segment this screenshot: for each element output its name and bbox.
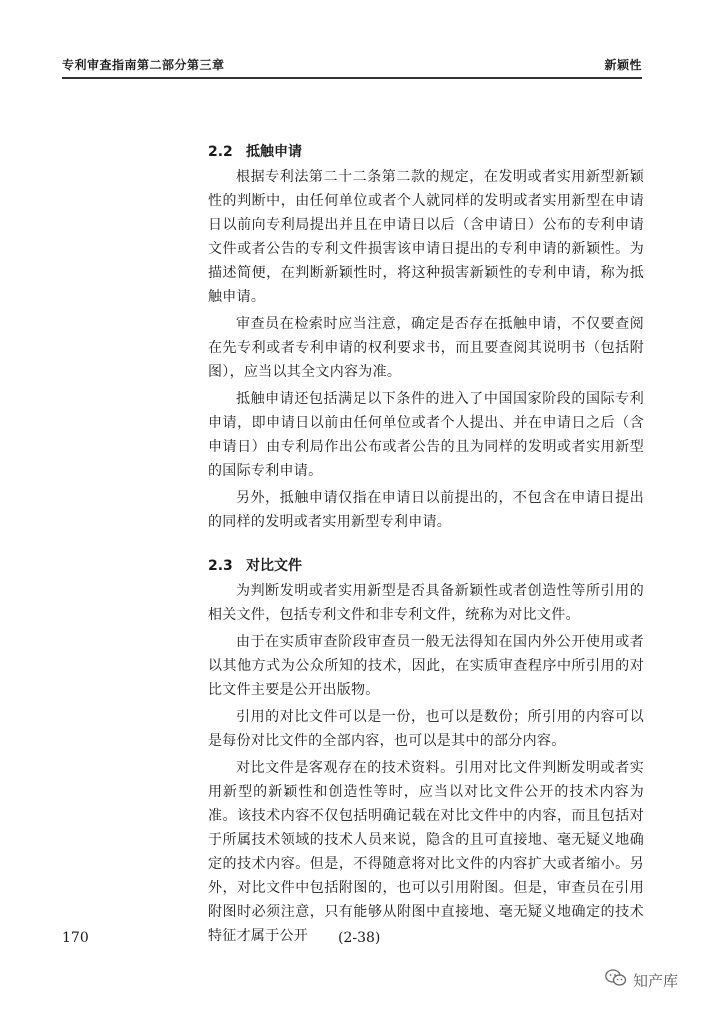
section-number: 2.2 (208, 144, 233, 160)
paragraph: 抵触申请还包括满足以下条件的进入了中国国家阶段的国际专利申请，即申请日以前由任何单位或者个人提出、并在申请日之后（含申请日）由专利局作出公布或者公告的且为同样的发明或者实用新型的国际专利申请。 (208, 391, 644, 479)
paragraph: 为判断发明或者实用新型是否具备新颖性或者创造性等所引用的相关文件，包括专利文件和非专利文件，统称为对比文件。 (208, 583, 644, 623)
section-2-2 (208, 142, 644, 534)
running-header (62, 56, 642, 73)
page-number: 170 (62, 930, 89, 946)
section-heading (208, 556, 644, 576)
watermark (605, 969, 678, 991)
section-number: 2.3 (208, 558, 233, 574)
page-body (208, 142, 644, 948)
paragraph: 另外，抵触申请仅指在申请日以前提出的，不包含在申请日提出的同样的发明或者实用新型专利申请。 (208, 490, 644, 530)
paragraph: 由于在实质审查阶段审查员一般无法得知在国内外公开使用或者以其他方式为公众所知的技术，因此，在实质审查程序中所引用的对比文件主要是公开出版物。 (208, 634, 644, 698)
paragraph: 审查员在检索时应当注意，确定是否存在抵触申请，不仅要查阅在先专利或者专利申请的权利要求书，而且要查阅其说明书（包括附图），应当以其全文内容为准。 (208, 316, 644, 380)
header-chapter-title: 专利审查指南第二部分第三章 (62, 58, 225, 72)
section-page-code: (2-38) (338, 930, 381, 946)
paragraph: 根据专利法第二十二条第二款的规定，在发明或者实用新型新颖性的判断中，由任何单位或者个人就同样的发明或者实用新型在申请日以前向专利局提出并且在申请日以后（含申请日）公布的专利申请文件或者公告的专利文件损害该申请日提出的专利申请的新颖性。为描述简便，在判断新颖性时，将这种损害新颖性的专利申请，称为抵触申请。 (208, 169, 644, 305)
paragraph: 引用的对比文件可以是一份，也可以是数份；所引用的内容可以是每份对比文件的全部内容，也可以是其中的部分内容。 (208, 709, 644, 749)
header-topic: 新颖性 (604, 58, 642, 72)
watermark-text: 知产库 (633, 971, 679, 990)
section-heading (208, 142, 644, 162)
wechat-icon (605, 969, 633, 991)
section-spacer (208, 534, 644, 556)
paragraph: 对比文件是客观存在的技术资料。引用对比文件判断发明或者实用新型的新颖性和创造性等时，应当以对比文件公开的技术内容为准。该技术内容不仅包括明确记载在对比文件中的内容，而且包括对于所属技术领域的技术人员来说，隐含的且可直接地、毫无疑义地确定的技术内容。但是，不得随意将对比文件的内容扩大或者缩小。另外，对比文件中包括附图的，也可以引用附图。但是，审查员在引用附图时必须注意，只有能够从附图中直接地、毫无疑义地确定的技术特征才属于公开 (208, 760, 644, 944)
section-title: 抵触申请 (246, 144, 302, 160)
section-title: 对比文件 (246, 558, 302, 574)
header-rule (62, 77, 642, 79)
section-2-3 (208, 556, 644, 948)
